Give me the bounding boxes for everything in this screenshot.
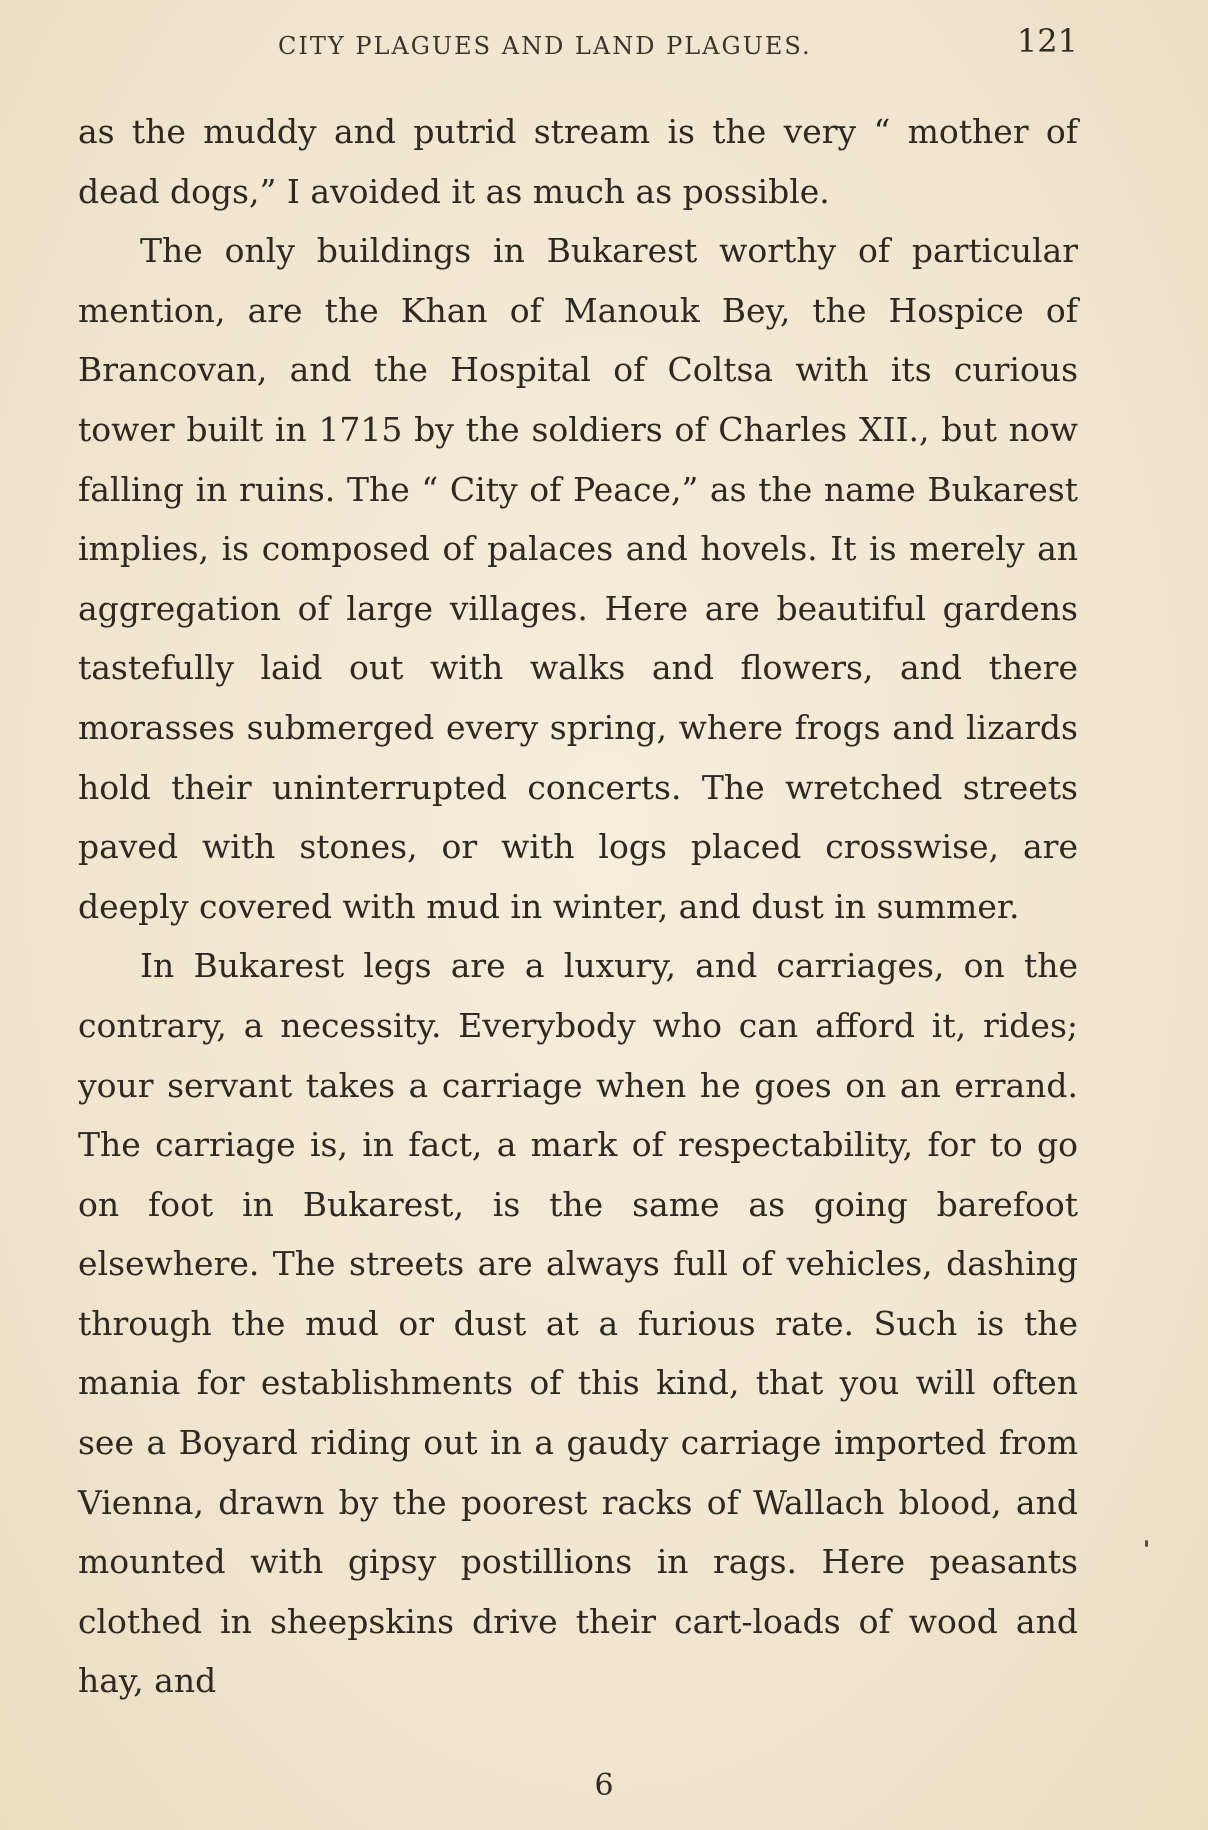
running-title: CITY PLAGUES AND LAND PLAGUES. [278,32,812,60]
paragraph-carriages: In Bukarest legs are a luxury, and carriages, on the contrary, a necessity. Everybody who can afford it, rides; your servant takes a carriage when he goes on an errand. The carriage is, in fact, a mark of respectability, for to go on foot in Bukarest, is the same as going barefoot elsewhere. The streets are always full of vehicles, dashing through the mud or dust at a furious rate. Such is the mania for establishments of this kind, that you will often see a Boyard riding out in a gaudy carriage imported from Vienna, drawn by the poorest racks of Wallach blood, and mounted with gipsy postillions in rags. Here peasants clothed in sheepskins drive their cart-loads of wood and hay, and [78,946,1078,1701]
page-number: 121 [1016,22,1078,60]
signature-mark: 6 [594,1768,614,1803]
ink-speck [1145,1540,1148,1547]
paragraph-continuation: as the muddy and putrid stream is the very “ mother of dead dogs,” I avoided it as much as possible. [78,112,1078,211]
body-text [78,102,1078,1711]
page-header [78,22,1078,66]
paragraph-buildings: The only buildings in Bukarest worthy of particular mention, are the Khan of Manouk Bey, the Hospice of Brancovan, and the Hospital of Coltsa with its curious tower built in 1715 by the soldiers of Charles XII., but now falling in ruins. The “ City of Peace,” as the name Bukarest implies, is composed of palaces and hovels. It is merely an aggregation of large villages. Here are beautiful gardens tastefully laid out with walks and flowers, and there morasses submerged every spring, where frogs and lizards hold their uninterrupted concerts. The wretched streets paved with stones, or with logs placed crosswise, are deeply covered with mud in winter, and dust in summer. [78,231,1078,926]
